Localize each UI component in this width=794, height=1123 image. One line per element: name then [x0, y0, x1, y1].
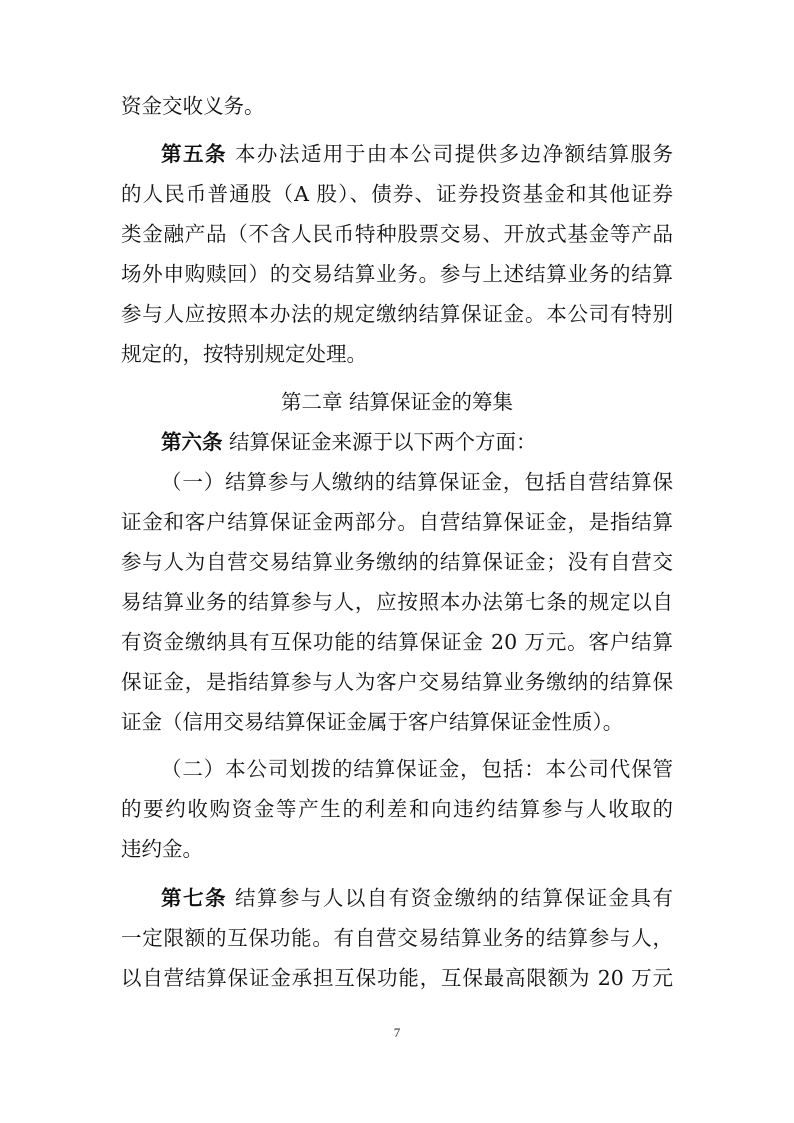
- article-6-label: 第六条: [161, 430, 223, 454]
- paragraph-line: 的要约收购资金等产生的利差和向违约结算参与人收取的: [121, 797, 673, 821]
- paragraph-line: 场外申购赎回）的交易结算业务。参与上述结算业务的结算: [121, 262, 673, 286]
- paragraph-line: （二）本公司划拨的结算保证金，包括：本公司代保管: [161, 757, 673, 781]
- article-6-text: 结算保证金来源于以下两个方面：: [229, 430, 537, 454]
- paragraph-line: 以自营结算保证金承担互保功能，互保最高限额为 20 万元: [121, 966, 673, 990]
- paragraph-line: （一）结算参与人缴纳的结算保证金，包括自营结算保: [161, 470, 673, 494]
- article-7-text: 结算参与人以自有资金缴纳的结算保证金具有: [234, 886, 673, 910]
- article-5-text: 本办法适用于由本公司提供多边净额结算服务: [234, 142, 673, 166]
- paragraph-line: 一定限额的互保功能。有自营交易结算业务的结算参与人，: [121, 926, 673, 950]
- article-5-heading-line: [161, 134, 673, 174]
- paragraph-line: 类金融产品（不含人民币特种股票交易、开放式基金等产品: [121, 222, 673, 246]
- chapter-title: 第二章 结算保证金的筹集: [280, 390, 514, 414]
- article-7-heading-line: [161, 878, 673, 918]
- paragraph-line: 证金和客户结算保证金两部分。自营结算保证金，是指结算: [121, 510, 673, 534]
- paragraph-line: 参与人应按照本办法的规定缴纳结算保证金。本公司有特别: [121, 302, 673, 326]
- paragraph-line: 违约金。: [121, 837, 203, 861]
- paragraph-line: 易结算业务的结算参与人，应按照本办法第七条的规定以自: [121, 590, 673, 614]
- article-7-label: 第七条: [161, 886, 227, 910]
- paragraph-line: 规定的，按特别规定处理。: [121, 342, 367, 366]
- paragraph-line: 的人民币普通股（A 股）、债券、证券投资基金和其他证券: [121, 182, 673, 206]
- paragraph-line: 资金交收义务。: [121, 94, 265, 118]
- article-5-label: 第五条: [161, 142, 227, 166]
- paragraph-line: 参与人为自营交易结算业务缴纳的结算保证金；没有自营交: [121, 550, 673, 574]
- page-number: 7: [393, 1025, 401, 1040]
- article-6-heading-line: [161, 422, 673, 462]
- paragraph-line: 有资金缴纳具有互保功能的结算保证金 20 万元。客户结算: [121, 630, 673, 654]
- paragraph-line: 证金（信用交易结算保证金属于客户结算保证金性质）。: [121, 710, 624, 734]
- paragraph-line: 保证金，是指结算参与人为客户交易结算业务缴纳的结算保: [121, 670, 673, 694]
